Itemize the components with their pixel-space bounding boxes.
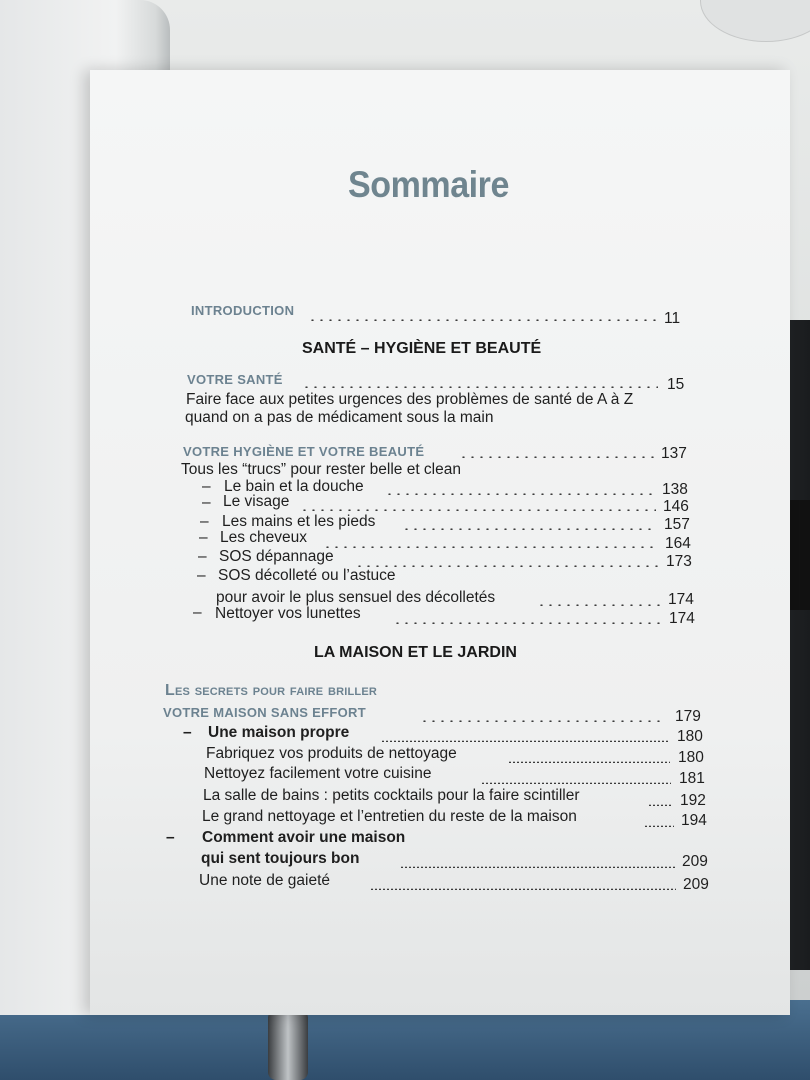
dash: – <box>202 478 211 495</box>
entry-description: quand on a pas de médicament sous la main <box>185 409 494 426</box>
toc-entry-hygiene: VOTRE HYGIÈNE ET VOTRE BEAUTÉ <box>183 444 425 459</box>
page-number: 180 <box>677 728 703 745</box>
toc-item: Comment avoir une maison <box>202 829 406 846</box>
toc-subitem: La salle de bains : petits cocktails pour la faire scintiller <box>203 787 580 804</box>
dash: – <box>198 548 207 565</box>
page-number: 209 <box>683 876 709 893</box>
leader-dots <box>400 866 675 868</box>
toc-item: Les cheveux <box>220 529 308 546</box>
leader-dots <box>402 528 656 530</box>
page-number: 146 <box>663 498 689 515</box>
section-heading-sante: SANTÉ – HYGIÈNE ET BEAUTÉ <box>302 340 542 357</box>
toc-item: Le bain et la douche <box>224 478 364 495</box>
page-number: 11 <box>664 310 681 327</box>
page-number: 194 <box>681 812 707 829</box>
leader-dots <box>481 782 671 784</box>
leader-dots <box>355 565 659 567</box>
toc-entry-sante: VOTRE SANTÉ <box>187 372 283 387</box>
dash: – <box>202 494 211 511</box>
toc-item: Nettoyer vos lunettes <box>215 605 361 622</box>
page-number: 179 <box>675 708 701 725</box>
toc-subitem: Fabriquez vos produits de nettoyage <box>206 745 457 762</box>
toc-entry-secrets-continued: VOTRE MAISON SANS EFFORT <box>163 705 366 720</box>
dash: – <box>166 829 175 846</box>
toc-subitem: Le grand nettoyage et l’entretien du reste de la maison <box>202 808 577 825</box>
leader-dots <box>385 493 655 495</box>
section-heading-maison: LA MAISON ET LE JARDIN <box>314 644 517 661</box>
chair-leg <box>268 1010 308 1080</box>
page-number: 174 <box>669 610 695 627</box>
dash: – <box>183 724 192 741</box>
entry-description: Tous les “trucs” pour rester belle et clean <box>181 461 461 478</box>
page-number: 15 <box>667 376 685 393</box>
toc-item-continued: pour avoir le plus sensuel des décolletés <box>216 589 496 606</box>
leader-dots <box>648 804 673 806</box>
page-number: 138 <box>662 481 688 498</box>
dash: – <box>200 513 209 530</box>
leader-dots <box>393 622 662 624</box>
toc-item: SOS dépannage <box>219 548 334 565</box>
dash: – <box>199 529 208 546</box>
leader-dots <box>370 888 676 890</box>
leader-dots <box>508 761 670 763</box>
dash: – <box>193 604 202 621</box>
toc-entry-introduction: INTRODUCTION <box>191 303 295 318</box>
leader-dots <box>381 740 669 742</box>
toc-entry-secrets: Les secrets pour faire briller <box>165 682 378 699</box>
page-number: 174 <box>668 591 694 608</box>
page-number: 180 <box>678 749 704 766</box>
toc-subitem: Nettoyez facilement votre cuisine <box>204 765 432 782</box>
leader-dots <box>308 319 656 321</box>
toc-item: Une maison propre <box>208 724 350 741</box>
leader-dots <box>537 604 661 606</box>
toc-item: Une note de gaieté <box>199 872 330 889</box>
toc-item: Les mains et les pieds <box>222 513 376 530</box>
leader-dots <box>420 720 666 722</box>
toc-item-continued: qui sent toujours bon <box>201 850 360 867</box>
entry-description: Faire face aux petites urgences des problèmes de santé de A à Z <box>186 391 634 408</box>
page-number: 137 <box>661 445 687 462</box>
dash: – <box>197 567 206 584</box>
leader-dots <box>459 456 655 458</box>
leader-dots <box>323 546 658 548</box>
page-number: 209 <box>682 853 708 870</box>
page-number: 173 <box>666 553 692 570</box>
page-title: Sommaire <box>348 164 509 205</box>
page-number: 157 <box>664 516 690 533</box>
toc-item: Le visage <box>223 493 290 510</box>
page-number: 164 <box>665 535 691 552</box>
leader-dots <box>300 509 656 511</box>
toc-item: SOS décolleté ou l’astuce <box>218 567 396 584</box>
page-number: 181 <box>679 770 705 787</box>
leader-dots <box>644 825 674 827</box>
leader-dots <box>302 386 658 388</box>
page-number: 192 <box>680 792 706 809</box>
